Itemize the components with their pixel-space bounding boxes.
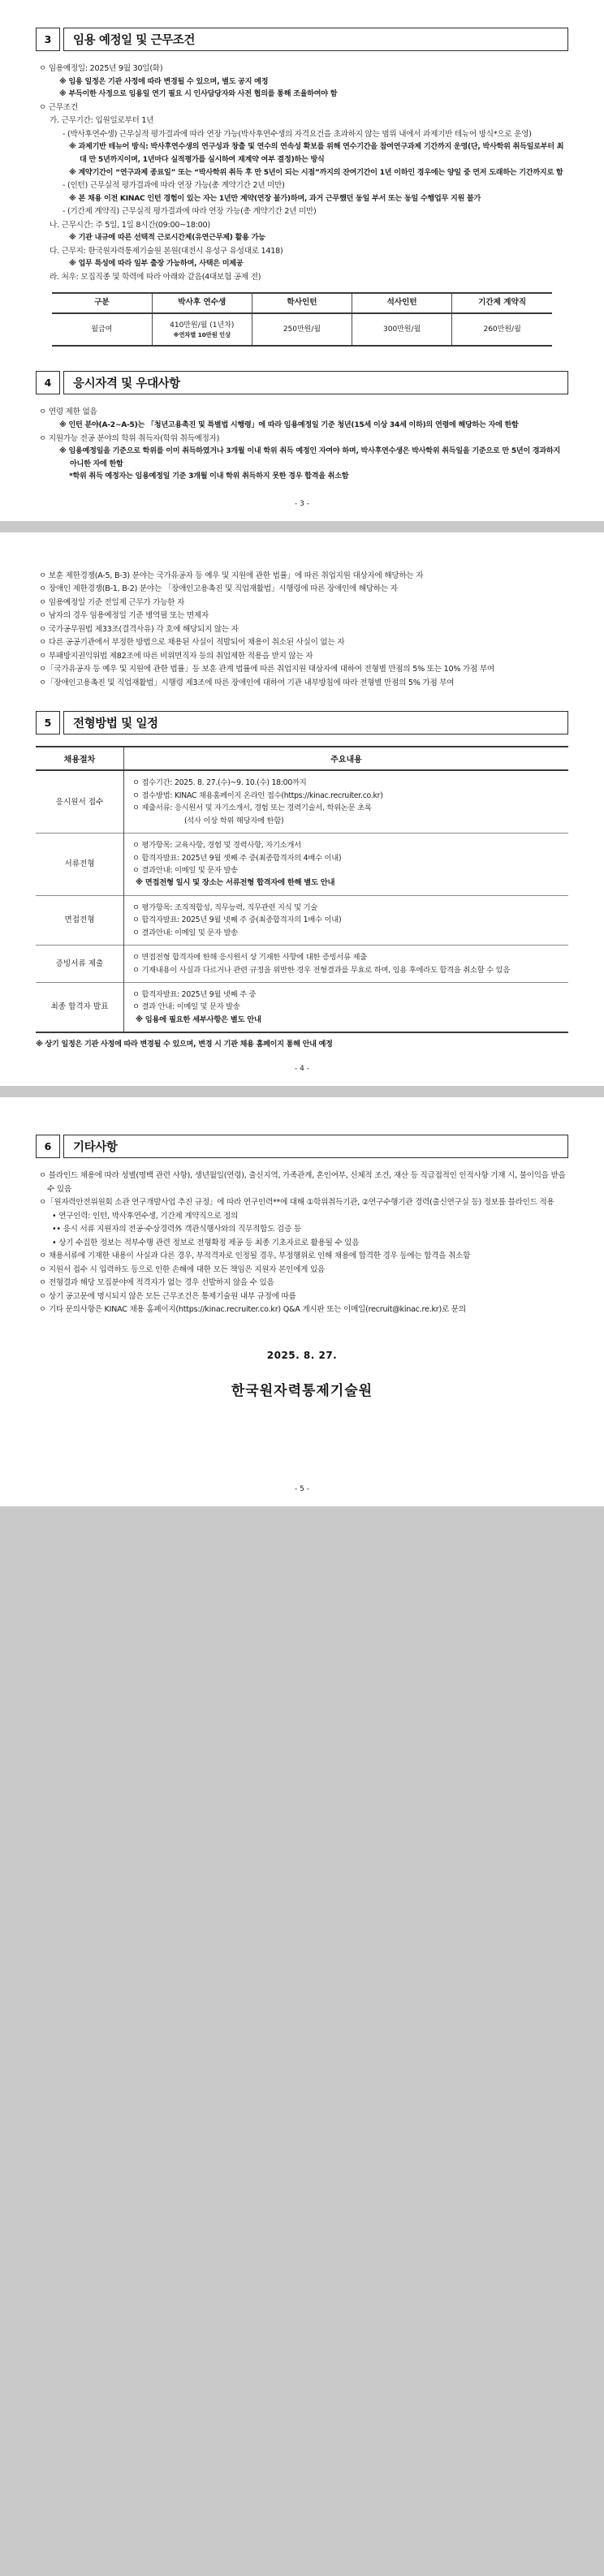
body-line: ㅇ 부패방지권익위법 제82조에 따른 비위면직자 등의 취업제한 적용을 받지 않는 자 bbox=[39, 651, 313, 661]
section4-body-page2 bbox=[36, 570, 568, 691]
section-title: 전형방법 및 일정 bbox=[63, 711, 568, 734]
table-header-row bbox=[52, 293, 552, 313]
schedule-footnote: ※ 상기 일정은 기관 사정에 따라 변경될 수 있으며, 변경 시 기관 채용 홈페이지 통해 안내 예정 bbox=[36, 1040, 333, 1049]
postdoc-salary-note: ※연차별 10만원 인상 bbox=[173, 330, 231, 338]
section-title: 임용 예정일 및 근무조건 bbox=[63, 28, 568, 51]
announcement-date: 2025. 8. 27. bbox=[266, 1349, 338, 1361]
detail-line: ㅇ 결과안내: 이메일 및 문자 발송 bbox=[132, 866, 238, 876]
cell-bachelor-intern-salary: 250만원/월 bbox=[252, 313, 352, 347]
detail-line: ㅇ 합격자발표: 2025년 9월 넷째 주 중 bbox=[132, 989, 257, 999]
cell-process-details bbox=[124, 834, 569, 896]
body-line: ㅇ「국가유공자 등 예우 및 지원에 관한 법률」등 보훈 관계 법률에 따른 취업지원 대상자에 대하여 전형별 만점의 5% 또는 10% 가점 부여 bbox=[39, 665, 494, 674]
detail-line: ㅇ 접수기간: 2025. 8. 27.(수)~9. 10.(수) 18:00까지 bbox=[132, 778, 307, 788]
body-line: ㅇ 남자의 경우 임용예정일 기준 병역필 또는 면제자 bbox=[39, 611, 209, 621]
cell-process-details bbox=[124, 946, 569, 983]
detail-line: ※ 면접전형 일시 및 장소는 서류전형 합격자에 한해 별도 안내 bbox=[136, 878, 335, 888]
body-line: ㅇ 다른 공공기관에서 부정한 방법으로 채용된 사실이 적발되어 채용이 취소된 사실이 없는 자 bbox=[39, 638, 345, 648]
table-header-row bbox=[36, 747, 568, 770]
cell-row-label: 월급여 bbox=[52, 313, 152, 347]
salary-table bbox=[52, 292, 552, 347]
body-line: ※ 임용 일정은 기관 사정에 따라 변경될 수 있으며, 별도 공지 예정 bbox=[59, 77, 269, 86]
body-line: •• 응시 서류 지원자의 전공·수상경력外 객관식행사와의 직무적합도 검증 등 bbox=[52, 1225, 301, 1234]
section-header-5 bbox=[36, 711, 568, 734]
detail-line: ㅇ 결과안내: 이메일 및 문자 발송 bbox=[132, 928, 238, 937]
cell-process-step: 증빙서류 제출 bbox=[36, 946, 124, 983]
body-line: ※ 과제기반 테뉴어 방식: 박사후연수생의 연구성과 창출 및 연수의 연속성 확보를 위해 연수기간을 참여연구과제 기간까지 운영(단, 박사학위 취득일로부터 최대 만 5년까지이며, 1년마다 실적평가를 실시하여 재계약 여부 결정)하는 방식 bbox=[69, 143, 564, 164]
body-line: ㅇ 임용예정일: 2025년 9월 30일(화) bbox=[39, 64, 163, 73]
detail-line: ㅇ 합격자발표: 2025년 9월 셋째 주 중(최종합격자의 4배수 이내) bbox=[132, 853, 342, 863]
detail-line: ㅇ 결과 안내: 이메일 및 문자 발송 bbox=[132, 1002, 240, 1012]
cell-process-details bbox=[124, 895, 569, 945]
page-number: - 4 - bbox=[295, 1065, 309, 1074]
body-line: ㅇ「원자력안전위원회 소관 연구개발사업 추진 규정」에 따라 연구인력**에 대해 ①학위취득기관, ②연구수행기관 경력(출신연구실 등) 정보를 블라인드 적용 bbox=[39, 1198, 554, 1208]
table-row-final-result bbox=[36, 982, 568, 1032]
section-header-3 bbox=[36, 28, 568, 51]
table-row-interview bbox=[36, 895, 568, 945]
table-row bbox=[52, 313, 552, 347]
body-line: ㅇ 임용예정일 기준 전일제 근무가 가능한 자 bbox=[39, 597, 185, 607]
section-title: 응시자격 및 우대사항 bbox=[63, 371, 568, 394]
detail-line: ㅇ 기재내용이 사실과 다르거나 관련 규정을 위반한 경우 전형결과를 무효로 하며, 임용 후에라도 합격을 취소할 수 있음 bbox=[132, 965, 511, 975]
body-line: ㅇ 기타 문의사항은 KINAC 채용 홈페이지(https://kinac.recruiter.co.kr) Q&A 게시판 또는 이메일(recruit@kinac.re.kr)로 문의 bbox=[39, 1305, 466, 1315]
body-line: ㅇ「장애인고용촉진 및 직업재활법」시행령 제3조에 따른 장애인에 대하여 기관 내부방침에 따라 전형별 만점의 5% 가점 부여 bbox=[39, 678, 455, 687]
body-line: ㅇ 지원가능 전공 분야의 학위 취득자(학위 취득예정자) bbox=[39, 433, 220, 443]
body-line: ㅇ 장애인 제한경쟁(B-1, B-2) 분야는 「장애인고용촉진 및 직업재활법」시행령에 따른 장애인에 해당하는 자 bbox=[39, 584, 398, 594]
body-line: - (인턴) 근무실적 평가결과에 따라 연장 가능(총 계약기간 2년 미만) bbox=[63, 181, 285, 191]
section-number: 6 bbox=[36, 1135, 60, 1158]
body-line: 가. 근무기간: 입원일로부터 1년 bbox=[50, 116, 154, 126]
section-number: 4 bbox=[36, 371, 60, 394]
column-header-details: 주요내용 bbox=[124, 747, 569, 770]
cell-postdoc-salary bbox=[152, 313, 252, 347]
body-line: ㅇ 상기 공고문에 명시되지 않은 모든 근무조건은 통제기술원 내부 규정에 따름 bbox=[39, 1291, 296, 1301]
column-header-bachelor-intern: 학사인턴 bbox=[252, 293, 352, 313]
cell-contract-salary: 260만원/월 bbox=[452, 313, 552, 347]
body-line: ㅇ 국가공무원법 제33조(결격사유) 각 호에 해당되지 않는 자 bbox=[39, 624, 239, 634]
document-page-4 bbox=[0, 532, 604, 1086]
body-line: ※ 업무 특성에 따라 일부 출장 가능하며, 사택은 미제공 bbox=[69, 260, 244, 269]
section-title: 기타사항 bbox=[63, 1135, 568, 1158]
body-line: ㅇ 연령 제한 없음 bbox=[39, 407, 97, 417]
detail-line: ㅇ 접수방법: KINAC 채용홈페이지 온라인 접수(https://kinac.recruiter.co.kr) bbox=[132, 790, 383, 800]
body-line: ㅇ 전형결과 해당 모집분야에 적격자가 없는 경우 선발하지 않을 수 있음 bbox=[39, 1278, 274, 1288]
cell-process-details bbox=[124, 982, 569, 1032]
column-header-process: 채용절차 bbox=[36, 747, 124, 770]
cell-process-step: 서류전형 bbox=[36, 834, 124, 896]
body-line: ㅇ 채용서류에 기재한 내용이 사실과 다른 경우, 부적격자로 인정될 경우, 부정행위로 인해 채용에 합격한 경우 등에는 합격을 취소함 bbox=[39, 1251, 471, 1261]
section3-body bbox=[36, 62, 568, 285]
document-page-3 bbox=[0, 0, 604, 521]
body-line: ※ 부득이한 사정으로 임용일 연기 필요 시 인사담당자와 사전 협의를 통해 조율하여야 함 bbox=[59, 90, 338, 99]
section6-body bbox=[36, 1170, 568, 1317]
body-line: *학위 취득 예정자는 임용예정일 기준 3개월 이내 학위 취득하지 못한 경우 합격을 취소함 bbox=[69, 472, 349, 481]
body-line: ㅇ 지원서 접수 시 입력하도 등으로 인한 손해에 대한 모든 책임은 지원자 본인에게 있음 bbox=[39, 1264, 326, 1274]
column-header-category: 구분 bbox=[52, 293, 152, 313]
table-row-document-screening bbox=[36, 834, 568, 896]
body-line: ㅇ 보훈 제한경쟁(A-5, B-3) 분야는 국가유공자 등 예우 및 지원에 관한 법률」에 따른 취업지원 대상자에 해당하는 자 bbox=[39, 571, 424, 580]
cell-process-step: 최종 합격자 발표 bbox=[36, 982, 124, 1032]
detail-line: ※ 임용에 필요한 세부사항은 별도 안내 bbox=[136, 1014, 261, 1024]
body-line: ※ 계약기간이 “연구과제 종료일” 또는 “박사학위 취득 후 만 5년이 되는 시점”까지의 잔여기간이 1년 이하인 경우에는 양일 중 먼저 도래하는 기간까지로 함 bbox=[69, 168, 563, 177]
issuing-organization: 한국원자력통제기술원 bbox=[231, 1382, 373, 1399]
page-number: - 5 - bbox=[295, 1484, 309, 1493]
detail-line: ㅇ 면접전형 합격자에 한해 응시원서 상 기재한 사항에 대한 증빙서류 제출 bbox=[132, 953, 367, 963]
cell-master-intern-salary: 300만원/월 bbox=[352, 313, 452, 347]
section4-body-page1 bbox=[36, 406, 568, 484]
body-line: ㅇ 블라인드 채용에 따라 성별(명백 관련 사항), 생년월일(연령), 출신지역, 가족관계, 혼인여부, 신체적 조건, 재산 등 직급접적인 인적사항 기재 시, 불이익을 받을 수 있음 bbox=[39, 1171, 568, 1194]
detail-line: ㅇ 제출서류: 응시원서 및 자기소개서, 경험 또는 경력기술서, 학위논문 초록 bbox=[132, 803, 372, 813]
section-header-4 bbox=[36, 371, 568, 394]
body-line: ※ 본 채용 이전 KINAC 인턴 경험이 있는 자는 1년만 계약(연장 불가)하며, 과거 근무했던 동일 부서 또는 동일 수행업무 지원 불가 bbox=[69, 194, 481, 203]
detail-line: ㅇ 합격자발표: 2025년 9월 넷째 주 중(최종합격자의 1배수 이내) bbox=[132, 915, 342, 925]
body-line: 라. 처우: 모집직종 및 학력에 따라 아래와 같음(4대보험 공제 전) bbox=[50, 273, 261, 282]
column-header-contract: 기간제 계약직 bbox=[452, 293, 552, 313]
cell-process-step: 응시원서 접수 bbox=[36, 770, 124, 833]
cell-process-step: 면접전형 bbox=[36, 895, 124, 945]
table-row-application bbox=[36, 770, 568, 833]
body-line: ※ 인턴 분야(A-2~A-5)는 「청년고용촉진 및 특별법 시행령」에 따라 임용예정일 기준 청년(15세 이상 34세 이하)의 연령에 해당하는 자에 한함 bbox=[59, 420, 519, 429]
section-number: 3 bbox=[36, 28, 60, 51]
detail-line: (석사 이상 학위 해당자에 한함) bbox=[184, 816, 284, 825]
page-divider bbox=[0, 521, 604, 532]
cell-process-details bbox=[124, 770, 569, 833]
detail-line: ㅇ 평가항목: 조직적합성, 직무능력, 직무관련 지식 및 기술 bbox=[132, 902, 318, 912]
page-number: - 3 - bbox=[295, 499, 309, 508]
document-page-5 bbox=[0, 1097, 604, 1506]
body-line: 다. 근무지: 한국원자력통제기술원 본원(대전시 유성구 유성대로 1418) bbox=[50, 246, 283, 256]
column-header-master-intern: 석사인턴 bbox=[352, 293, 452, 313]
table-row-supporting-documents bbox=[36, 946, 568, 983]
column-header-postdoc: 박사후 연수생 bbox=[152, 293, 252, 313]
postdoc-salary-value: 410만원/월 (1년차) bbox=[170, 321, 235, 330]
body-line: • 상기 수집한 정보는 적부수행 관련 정보로 전형확정 제공 등 최종 기초자료로 활용될 수 있음 bbox=[52, 1238, 360, 1247]
body-line: ㅇ 근무조건 bbox=[39, 102, 78, 112]
section-header-6 bbox=[36, 1135, 568, 1158]
recruitment-process-table bbox=[36, 746, 568, 1033]
body-line: • 연구인력: 인턴, 박사후연수생, 기간제 계약직으로 정의 bbox=[52, 1211, 239, 1221]
body-line: 나. 근무시간: 주 5일, 1일 8시간(09:00~18:00) bbox=[50, 220, 210, 230]
body-line: ※ 임용예정일을 기준으로 학위를 이미 취득하였거나 3개월 이내 학위 취득 예정인 자여야 하며, 박사후연수생은 박사학위 취득일을 기준으로 만 5년이 경과하지 아니한 자에 한함 bbox=[59, 447, 563, 468]
page-divider bbox=[0, 1086, 604, 1097]
body-line: - (박사후연수생) 근무실적 평가결과에 따라 연장 가능(박사후연수생의 자격요건을 초과하지 않는 범위 내에서 과제기반 테뉴어 방식*으로 운영) bbox=[63, 129, 532, 139]
section-number: 5 bbox=[36, 711, 60, 734]
body-line: - (기간제 계약직) 근무실적 평가결과에 따라 연장 가능(총 계약기간 2년 미만) bbox=[63, 207, 317, 217]
detail-line: ㅇ 평가항목: 교육사항, 경험 및 경력사항, 자기소개서 bbox=[132, 841, 301, 851]
body-line: ※ 기관 내규에 따른 선택적 근로시간제(유연근무제) 활용 가능 bbox=[69, 234, 265, 243]
